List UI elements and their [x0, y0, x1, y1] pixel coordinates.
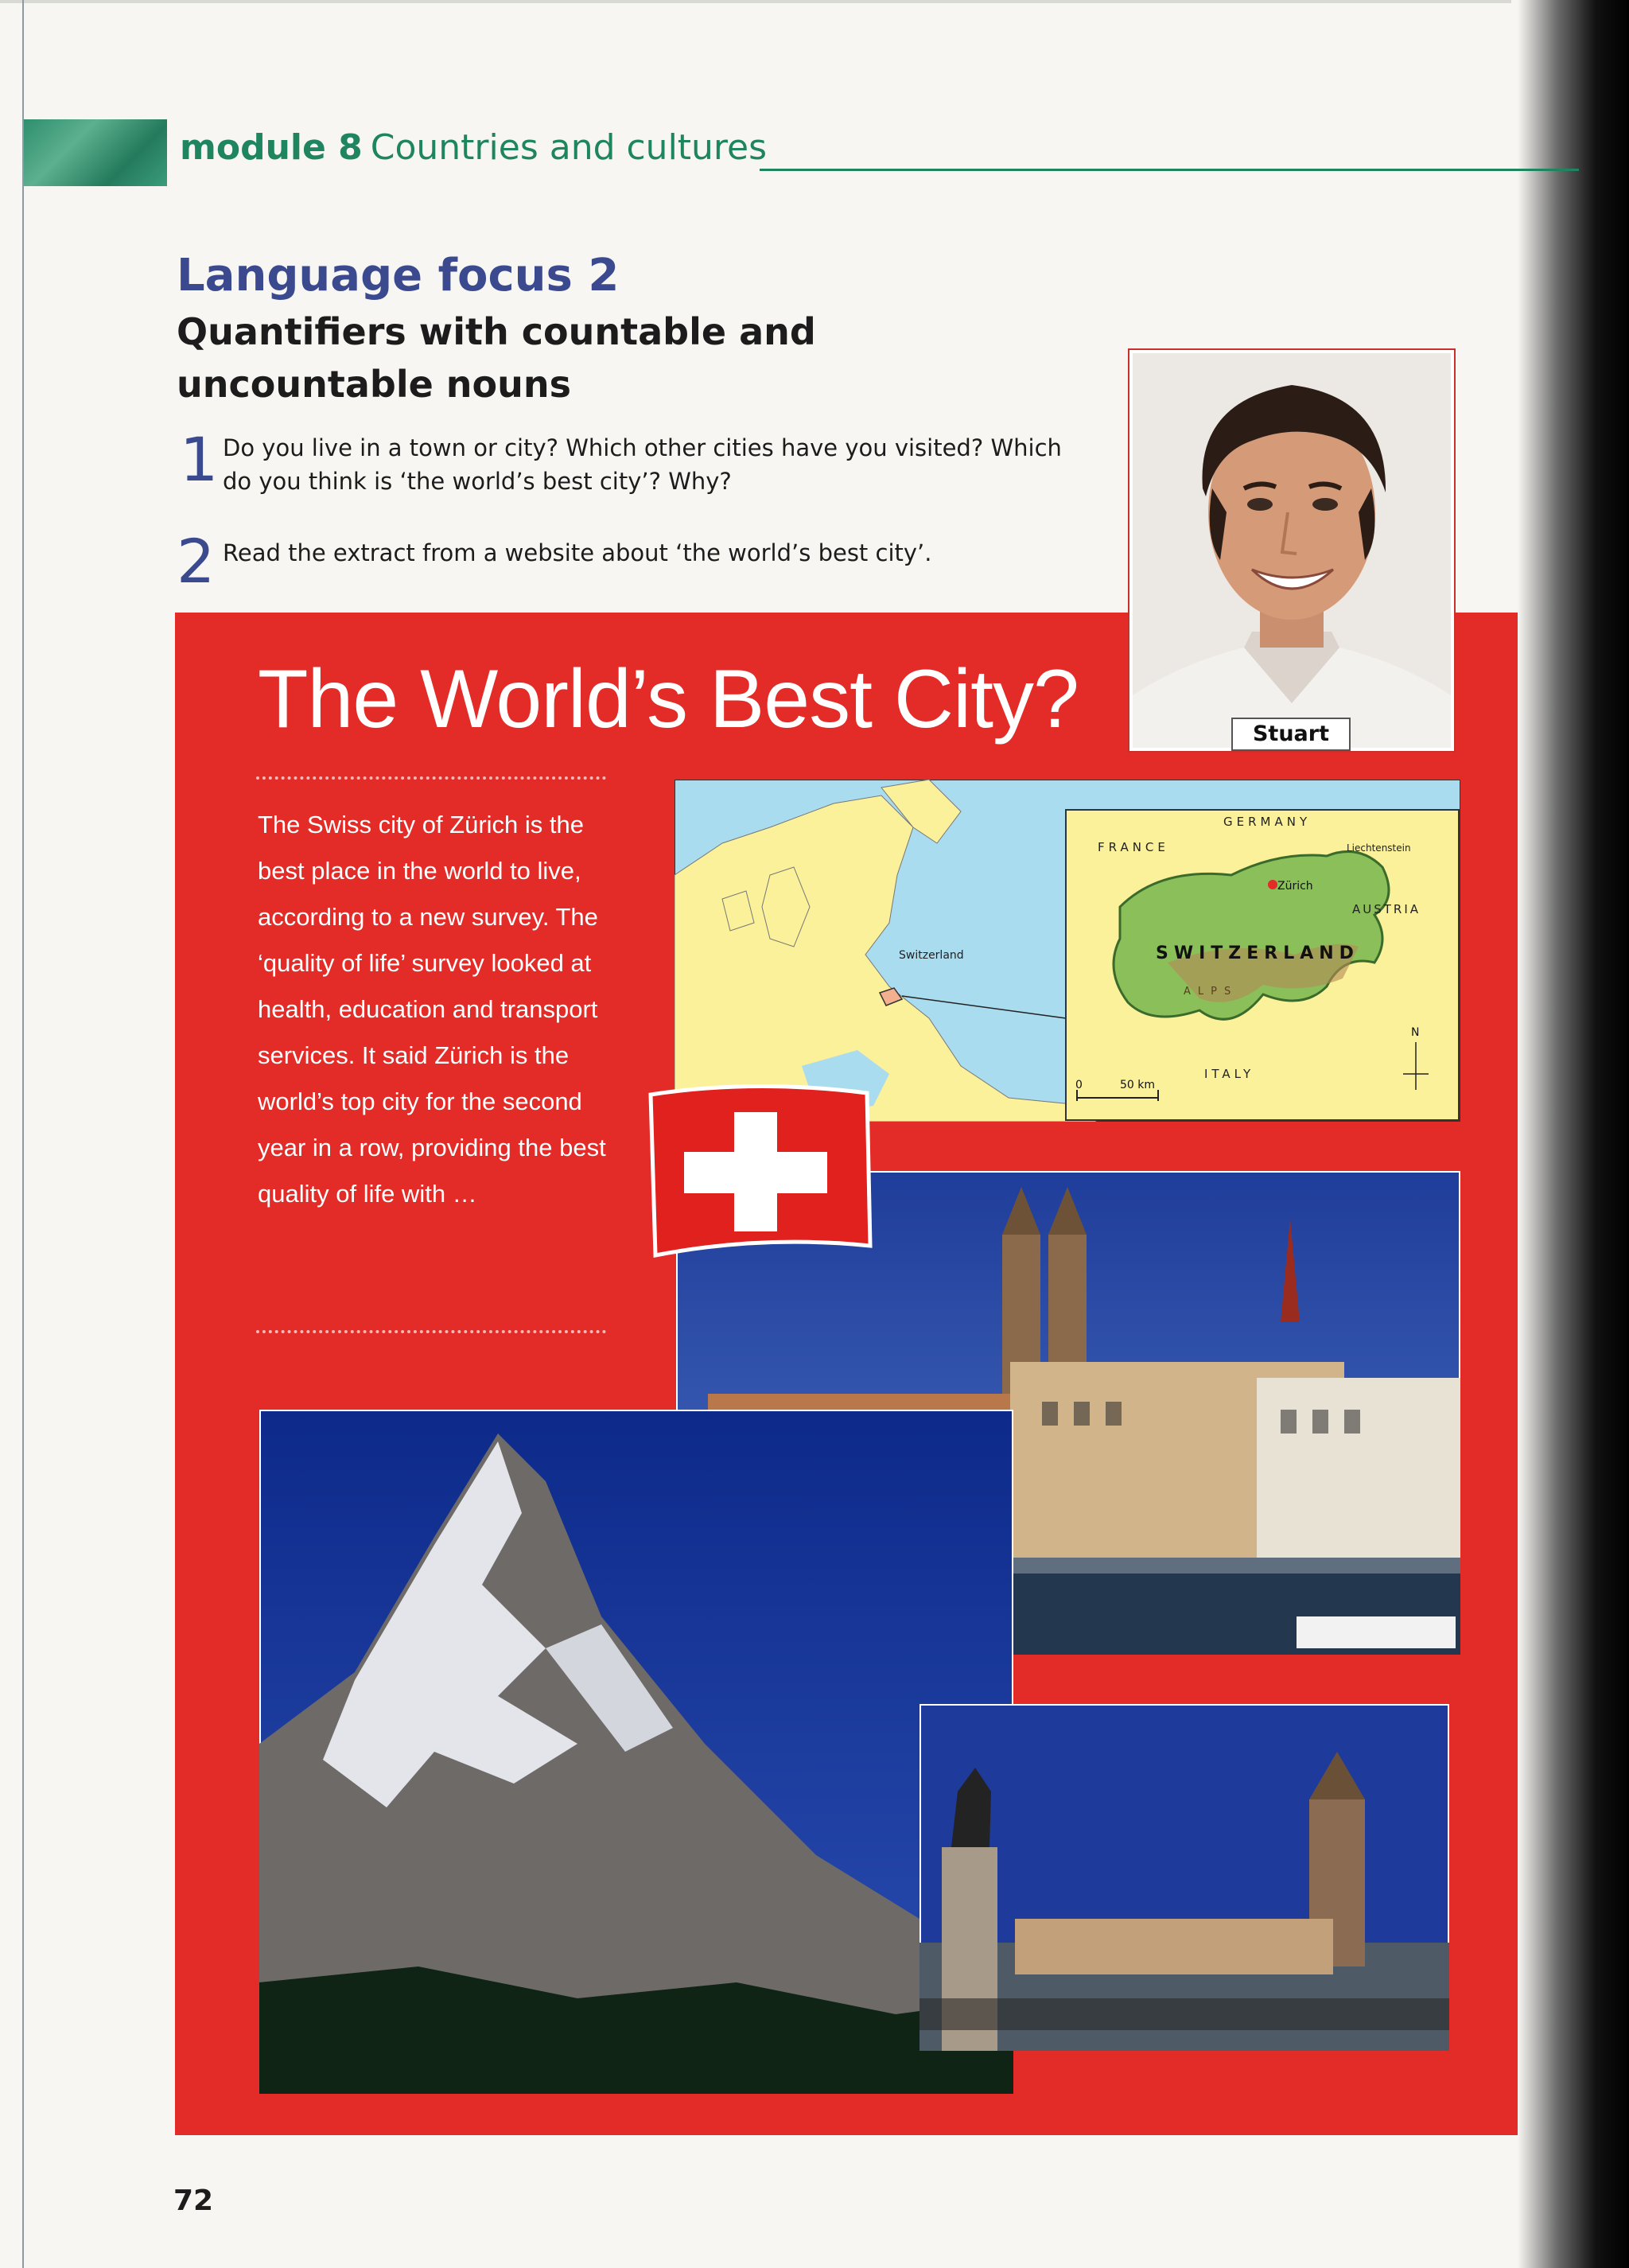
- page-top-rule: [0, 0, 1511, 3]
- module-label: module 8: [180, 127, 363, 168]
- module-header-strip: [24, 119, 167, 186]
- portrait-caption: Stuart: [1231, 718, 1351, 751]
- map-switzerland-label: SWITZERLAND: [1156, 943, 1359, 963]
- book-spine-shadow: [1518, 0, 1629, 2268]
- page-number: 72: [173, 2184, 214, 2217]
- map-liechtenstein-label: Liechtenstein: [1347, 842, 1411, 854]
- swiss-flag-image: [643, 1079, 873, 1266]
- page-left-rule: [22, 0, 24, 2268]
- section-subtitle: Quantifiers with countable and uncountable nouns: [177, 310, 816, 406]
- map-city-label: Zürich: [1277, 880, 1313, 893]
- zurich-statue-photo: [919, 1704, 1449, 2051]
- module-name: Countries and cultures: [370, 127, 768, 168]
- exercise-2-number: 2: [177, 526, 216, 597]
- map-scale-label: 50 km: [1120, 1079, 1156, 1091]
- website-article-text: The Swiss city of Zürich is the best place in the world to live, according to a new survey. The ‘quality of life’ survey looked at health, education and transport services. It said Zürich is the world’s top city for the second year in a row, providing the best quality of life with …: [258, 811, 606, 1208]
- map-austria-label: AUSTRIA: [1352, 902, 1421, 916]
- map-italy-label: ITALY: [1204, 1067, 1255, 1081]
- portrait-photo: [1133, 353, 1451, 748]
- dotted-rule-bottom: [256, 1330, 606, 1333]
- module-header-rule: [760, 169, 1579, 171]
- map-france-label: FRANCE: [1098, 840, 1169, 854]
- dotted-rule-top: [256, 776, 606, 780]
- exercise-1-number: 1: [180, 424, 219, 495]
- map-inset-label: Switzerland: [899, 949, 964, 962]
- exercise-2-text: Read the extract from a website about ‘the world’s best city’.: [223, 539, 932, 566]
- map-germany-label: GERMANY: [1223, 815, 1312, 829]
- mountain-photo: [259, 1410, 1013, 2094]
- section-title: Language focus 2: [177, 250, 620, 301]
- map-scale-zero: 0: [1075, 1079, 1083, 1091]
- map-of-switzerland: [675, 780, 1460, 1122]
- module-title: [180, 127, 767, 168]
- website-title: The World’s Best City?: [258, 653, 1079, 745]
- map-alps-label: ALPS: [1184, 986, 1238, 998]
- exercise-1-text: Do you live in a town or city? Which other cities have you visited? Which do you think is ‘the world’s best city’? Why?: [223, 434, 1062, 495]
- map-north-label: N: [1411, 1026, 1420, 1039]
